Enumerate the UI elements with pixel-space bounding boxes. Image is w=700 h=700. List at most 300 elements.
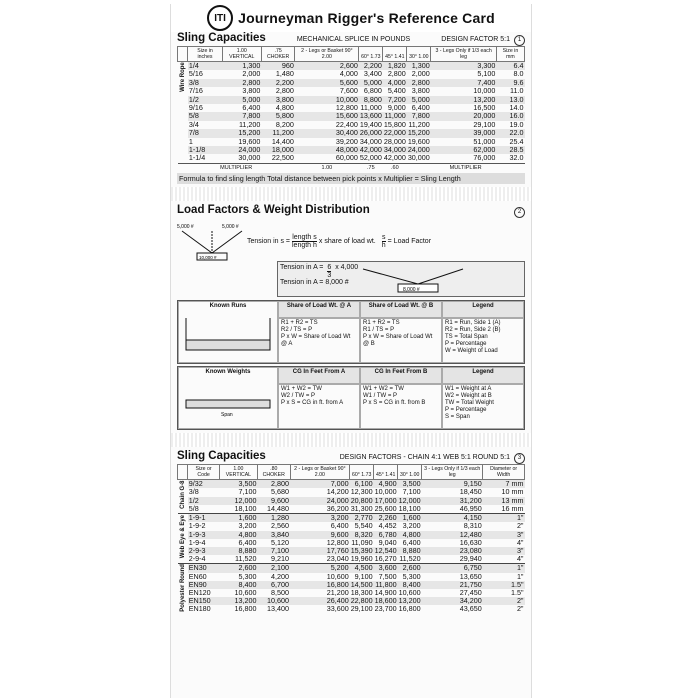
- weight-left: 5,000 #: [177, 224, 194, 231]
- table-cell: 3,800: [411, 86, 430, 96]
- table-cell: 18,450: [459, 487, 482, 497]
- table-cell: 6,400: [330, 521, 349, 531]
- formula-line: R1 = Run, Side 1 (A): [445, 320, 501, 327]
- table-cell: 16,800: [234, 604, 257, 614]
- kw-col-a: [278, 384, 360, 429]
- table-cell: 2,800: [222, 79, 261, 87]
- group-label: Polyester Round: [178, 564, 188, 614]
- table-cell: 1-9-2: [188, 521, 206, 531]
- table-cell: 34,000: [359, 136, 382, 146]
- table-cell: 16,270: [374, 554, 397, 564]
- table-row: [178, 605, 525, 613]
- col-header: 60° 1.73: [359, 47, 383, 62]
- table-cell: 14,400: [271, 136, 294, 146]
- col-header: Size in inches: [188, 47, 222, 62]
- table-cell: 5,120: [271, 537, 290, 547]
- table-cell: 9/32: [188, 480, 220, 489]
- weight-right: 5,000 #: [222, 224, 239, 231]
- table-cell: 1,300: [407, 62, 431, 71]
- formula-line: W1 + W2 = TW: [363, 386, 404, 393]
- table-cell: 15,600: [295, 112, 359, 120]
- table-row: [178, 154, 525, 163]
- table-cell: 12,800: [326, 537, 349, 547]
- group-label: Web Eye & Eye: [178, 514, 188, 564]
- table-cell: 13,200: [431, 96, 497, 104]
- center-weight: 10,000 #: [199, 255, 217, 261]
- table-cell: 1-1/8: [188, 146, 222, 154]
- col-header: 2 - Legs or Basket 90° 2.00: [290, 465, 350, 480]
- tension-rest: x share of load wt.: [318, 237, 376, 245]
- table-cell: 7,800: [222, 112, 261, 120]
- table-cell: 28,000: [383, 136, 406, 146]
- col-header: .75 CHOKER: [261, 47, 294, 62]
- lf-frac-top: s: [381, 233, 386, 241]
- table-cell: 9,040: [378, 537, 397, 547]
- table-cell: 15,800: [383, 119, 406, 129]
- formula-line: R2 / TS = P: [281, 327, 313, 334]
- table-cell: 4,800: [219, 531, 257, 539]
- kr-col-b: [360, 318, 442, 363]
- table-cell: 3,840: [257, 531, 290, 539]
- table-cell: 6.4: [496, 62, 524, 71]
- design-factor: DESIGN FACTOR 5:1: [441, 36, 510, 43]
- multiplier-label-left: MULTIPLIER: [178, 163, 295, 172]
- table-cell: 14,480: [267, 503, 290, 513]
- table-cell: 10,600: [398, 587, 421, 597]
- table-cell: 31,300: [350, 503, 373, 513]
- formula-line: S = Span: [445, 414, 470, 421]
- table-cell: 16,500: [473, 103, 496, 113]
- table-cell: 1,480: [275, 69, 294, 79]
- table-cell: 48,000: [295, 146, 359, 154]
- table-cell: 1,280: [257, 514, 290, 523]
- table-cell: 2,800: [257, 480, 290, 489]
- formula-line: W = Weight of Load: [445, 348, 498, 355]
- table-cell: 12,540: [374, 545, 397, 555]
- table-cell: 6,400: [411, 103, 430, 113]
- table-cell: 9,150: [422, 480, 483, 489]
- table-cell: 2,200: [261, 79, 294, 87]
- table-cell: 23,040: [326, 554, 349, 564]
- table-cell: 4,000: [383, 79, 407, 87]
- section-subtitle: MECHANICAL SPLICE IN POUNDS: [296, 36, 411, 43]
- table-cell: 3,200: [290, 514, 350, 523]
- table-cell: 9,600: [257, 497, 290, 505]
- table-cell: 3,300: [431, 62, 497, 71]
- table-cell: 1.5": [483, 581, 525, 589]
- table-cell: 5,000: [222, 96, 261, 104]
- table-cell: 1-1/4: [188, 153, 206, 163]
- table-cell: 8,800: [359, 96, 383, 104]
- wire-rope-label: Wire Rope: [179, 62, 186, 92]
- table-cell: 15,200: [407, 128, 430, 138]
- table-cell: 960: [261, 62, 294, 71]
- table-cell: 5,200: [290, 564, 350, 573]
- table-cell: 14,500: [350, 579, 373, 589]
- table-cell: 30,400: [295, 129, 359, 137]
- table-cell: 20,800: [350, 495, 373, 505]
- formula-line: W1 = Weight at A: [445, 386, 492, 393]
- table-cell: 1-9-3: [188, 531, 220, 539]
- table-cell: 17,760: [290, 547, 350, 555]
- table-cell: 5,600: [295, 79, 359, 87]
- table-cell: 1": [483, 564, 525, 573]
- table-cell: 11,000: [384, 111, 406, 121]
- table-cell: 1,820: [383, 62, 407, 71]
- table-cell: 52,000: [359, 153, 382, 163]
- tension-a-result: Tension in A = 8,000 #: [280, 279, 349, 287]
- table-cell: 10,600: [234, 587, 257, 597]
- table-cell: 2,600: [398, 564, 422, 573]
- table-cell: 2,800: [275, 86, 294, 96]
- formula-line: P x W = Share of Load Wt @ B: [363, 334, 433, 348]
- table-cell: 5,540: [354, 521, 373, 531]
- formula-line: TS = Total Span: [445, 334, 488, 341]
- table-cell: 4,452: [378, 521, 397, 531]
- table-cell: 13,600: [359, 111, 382, 121]
- table-cell: 3": [483, 531, 525, 539]
- table-cell: 22,400: [335, 119, 358, 129]
- table-cell: 7/16: [188, 86, 203, 96]
- table-cell: 6,780: [374, 531, 398, 539]
- section-number: 1: [514, 35, 525, 46]
- table-cell: 11,200: [261, 129, 294, 137]
- col-header: 30° 1.00: [398, 465, 422, 480]
- table-cell: 8,400: [219, 581, 257, 589]
- table-cell: 2,800: [407, 79, 431, 87]
- span-label: Span: [221, 412, 233, 419]
- formula-line: TW = Total Weight: [445, 400, 494, 407]
- table-cell: 11,090: [351, 537, 373, 547]
- table-cell: 4,900: [374, 480, 398, 489]
- reference-card: [170, 4, 532, 698]
- table-cell: 25.4: [509, 136, 524, 146]
- col-header: 30° 1.00: [407, 47, 431, 62]
- table-cell: 2,800: [387, 69, 406, 79]
- wire-rope-table: [177, 46, 525, 172]
- table-cell: 13,400: [267, 604, 290, 614]
- table-cell: 6,400: [242, 103, 261, 113]
- table-cell: 4,500: [350, 564, 374, 573]
- table-cell: 7 mm: [483, 480, 525, 489]
- table-cell: 6,800: [363, 86, 382, 96]
- table-cell: 5/16: [188, 69, 203, 79]
- table-cell: 16,800: [290, 581, 350, 589]
- multiplier-row: [178, 163, 525, 172]
- table-cell: 13,200: [219, 597, 257, 605]
- table-cell: 36,200: [326, 503, 349, 513]
- table-cell: 11,200: [238, 119, 261, 129]
- frac-bottom: length h: [292, 241, 317, 249]
- table-cell: 6,400: [402, 537, 421, 547]
- table-cell: 1-9-4: [188, 537, 206, 547]
- table-cell: 6,100: [350, 480, 374, 489]
- table-cell: 9,210: [271, 554, 290, 564]
- table-cell: 32.0: [509, 153, 524, 163]
- table-cell: 12,480: [422, 531, 483, 539]
- table-cell: 21,200: [326, 587, 349, 597]
- table-cell: 4,150: [422, 514, 483, 523]
- lf-frac-bottom: h: [381, 241, 386, 249]
- table-cell: 1/2: [188, 96, 222, 104]
- table-cell: 2,560: [271, 521, 290, 531]
- table-cell: 2,260: [374, 514, 398, 523]
- col-header: 2 - Legs or Basket 90° 2.00: [295, 47, 359, 62]
- table-cell: 4": [516, 554, 524, 564]
- table-cell: 24,000: [407, 145, 430, 155]
- table-cell: 2": [516, 521, 524, 531]
- table-cell: 7,100: [257, 547, 290, 555]
- table-cell: 19,600: [238, 136, 261, 146]
- table-cell: 34,200: [422, 597, 483, 605]
- table-cell: 13 mm: [483, 497, 525, 505]
- table-cell: 2,200: [359, 62, 383, 71]
- table-cell: 6,750: [422, 564, 483, 573]
- table-cell: 18,300: [350, 587, 373, 597]
- known-runs-diagram: [178, 301, 278, 363]
- table-cell: 30,000: [407, 153, 430, 163]
- formula-line: P = Percentage: [445, 407, 487, 414]
- table-cell: 16.0: [496, 112, 524, 120]
- table-cell: 9.6: [496, 79, 524, 87]
- perforation: [171, 187, 531, 201]
- table-cell: 9,100: [354, 571, 373, 581]
- rigging-diagram-icon: [358, 264, 468, 294]
- sling-length-formula: Formula to find sling length Total distance between pick points x Multiplier = Sling Length: [177, 173, 525, 184]
- table-cell: 5,300: [238, 571, 257, 581]
- table-cell: 19.0: [509, 119, 524, 129]
- col-header: Size in mm: [496, 47, 524, 62]
- table-cell: 5,000: [407, 96, 431, 104]
- table-cell: 2,770: [350, 514, 374, 523]
- table-cell: 33,600: [326, 604, 349, 614]
- table-cell: 18,000: [261, 146, 294, 154]
- table-cell: 7,100: [238, 487, 257, 497]
- table-cell: 25,600: [374, 503, 397, 513]
- kw-head-b: CG In Feet From B: [360, 367, 442, 384]
- table-cell: 5/8: [188, 112, 222, 120]
- ta-frac-top: 6: [327, 264, 332, 272]
- known-weights-table: [177, 366, 525, 430]
- table-cell: 11,000: [360, 103, 382, 113]
- table-cell: 2,000: [411, 69, 430, 79]
- table-cell: 26,000: [359, 128, 382, 138]
- table-cell: 24,000: [222, 146, 261, 154]
- tension-a-mult: x 4,000: [335, 264, 359, 272]
- col-header: 60° 1.73: [350, 465, 374, 480]
- table-cell: 1,300: [222, 62, 261, 71]
- table-cell: 11,800: [375, 579, 397, 589]
- tension-example-box: [277, 261, 525, 297]
- formula-line: R1 + R2 = TS: [281, 320, 318, 327]
- table-cell: 10,600: [257, 597, 290, 605]
- section-title: Sling Capacities: [177, 32, 266, 44]
- kr-head-b: Share of Load Wt. @ B: [360, 301, 442, 318]
- section-sling-capacities-3: [171, 450, 531, 613]
- kr-col-a: [278, 318, 360, 363]
- table-cell: 10,000: [374, 487, 397, 497]
- table-cell: 13,200: [398, 596, 421, 606]
- formula-line: W2 / TW = P: [281, 393, 316, 400]
- formula-line: W2 = Weight at B: [445, 393, 492, 400]
- table-cell: 22.0: [496, 129, 524, 137]
- table-cell: 10,000: [473, 86, 496, 96]
- table-cell: 42,000: [359, 145, 382, 155]
- tension-formula-row: [177, 221, 525, 261]
- iti-logo: ITI: [207, 5, 233, 31]
- table-cell: 8,880: [219, 547, 257, 555]
- table-cell: 17,000: [374, 495, 397, 505]
- formula-line: R1 / TS = P: [363, 327, 395, 334]
- table-cell: 5,400: [387, 86, 406, 96]
- kw-head-a: CG In Feet From A: [278, 367, 360, 384]
- table-cell: 2-9-4: [188, 554, 206, 564]
- table-cell: 26,400: [290, 597, 350, 605]
- table-cell: 2,000: [242, 69, 261, 79]
- table-cell: 6,400: [238, 537, 257, 547]
- col-header: 3 - Legs Only if 1/3 each leg: [422, 465, 483, 480]
- table-cell: 16,800: [398, 604, 421, 614]
- table-cell: 4,800: [275, 103, 294, 113]
- table-cell: 7,600: [339, 86, 358, 96]
- ta-frac-bottom: 3: [327, 272, 332, 280]
- table-cell: 3/8: [188, 79, 222, 87]
- table-cell: 19,960: [350, 554, 373, 564]
- table-cell: 24,000: [290, 497, 350, 505]
- table-cell: 3,800: [242, 86, 261, 96]
- table-cell: EN60: [188, 571, 207, 581]
- table-cell: 2,600: [219, 564, 257, 573]
- table-cell: 7,500: [378, 571, 397, 581]
- table-cell: 9,600: [290, 531, 350, 539]
- table-cell: 29,100: [350, 604, 373, 614]
- table-cell: 1,600: [219, 514, 257, 523]
- section-title: Load Factors & Weight Distribution: [177, 204, 370, 217]
- table-cell: EN150: [188, 597, 220, 605]
- table-cell: 27,450: [459, 587, 482, 597]
- table-cell: 14,900: [374, 587, 397, 597]
- table-cell: 11,200: [408, 119, 430, 129]
- formula-line: W1 / TW = P: [363, 393, 398, 400]
- table-cell: 8,880: [398, 547, 422, 555]
- table-cell: 1/2: [188, 497, 220, 505]
- formula-line: R2 = Run, Side 2 (B): [445, 327, 501, 334]
- table-cell: 14.0: [509, 103, 524, 113]
- table-cell: 21,750: [422, 581, 483, 589]
- table-cell: 10 mm: [501, 487, 524, 497]
- table-cell: 11,520: [399, 554, 421, 564]
- load-factor-label: = Load Factor: [387, 237, 432, 245]
- table-cell: 10,600: [326, 571, 349, 581]
- table-cell: 16,630: [459, 537, 482, 547]
- table-cell: 4,200: [271, 571, 290, 581]
- table-cell: 14,200: [326, 487, 349, 497]
- table-cell: 4,000: [339, 69, 358, 79]
- table-cell: 22,500: [271, 153, 294, 163]
- table-cell: 51,000: [473, 136, 496, 146]
- formula-line: P x S = CG in ft. from B: [363, 400, 426, 407]
- table-cell: EN90: [188, 581, 220, 589]
- table-cell: 3,500: [398, 480, 422, 489]
- formula-line: P x S = CG in ft. from A: [281, 400, 344, 407]
- table-cell: 39,000: [431, 129, 497, 137]
- table-cell: 8,320: [350, 531, 374, 539]
- tension-a-label: Tension in A =: [280, 264, 324, 272]
- kr-col-legend: [442, 318, 524, 363]
- kw-col-legend: [442, 384, 524, 429]
- chain-web-round-table: [177, 464, 525, 613]
- table-cell: 19,600: [407, 136, 430, 146]
- table-cell: 43,650: [459, 604, 482, 614]
- table-cell: 7,200: [383, 96, 407, 104]
- perforation: [171, 433, 531, 447]
- table-cell: 3,600: [374, 564, 398, 573]
- table-cell: 22,000: [383, 128, 406, 138]
- section-title: Sling Capacities: [177, 450, 266, 463]
- table-cell: 22,800: [350, 596, 373, 606]
- col-header: 45° 1.41: [383, 47, 407, 62]
- table-cell: 18,100: [398, 503, 421, 513]
- table-cell: 3,400: [363, 69, 382, 79]
- table-cell: 29,100: [473, 119, 496, 129]
- col-header: Diameter or Width: [483, 465, 525, 480]
- table-cell: EN180: [188, 604, 211, 614]
- col-header: 1.00 VERTICAL: [222, 47, 261, 62]
- row-label-col: [178, 465, 188, 480]
- table-cell: 11,520: [235, 554, 257, 564]
- table-cell: 5/8: [188, 503, 199, 513]
- table-cell: 11.0: [510, 86, 524, 96]
- card-header: [171, 4, 531, 32]
- table-cell: 8.0: [513, 69, 524, 79]
- table-cell: 2": [516, 604, 524, 614]
- design-factors: DESIGN FACTORS - CHAIN 4:1 WEB 5:1 ROUND 5:1: [339, 454, 510, 462]
- kr-head-a: Share of Load Wt. @ A: [278, 301, 360, 318]
- table-cell: 5,300: [402, 571, 421, 581]
- table-cell: 18,600: [374, 596, 397, 606]
- section-load-factors: [171, 204, 531, 447]
- known-weights-title: Known Weights: [205, 369, 251, 376]
- table-cell: 1.5": [510, 587, 524, 597]
- table-cell: 3,200: [238, 521, 257, 531]
- load-diagram-icon: [177, 221, 247, 261]
- table-cell: 30,000: [238, 153, 261, 163]
- formula-line: P x W = Share of Load Wt @ A: [281, 334, 351, 348]
- table-cell: 5,800: [261, 112, 294, 120]
- table-cell: 4,800: [398, 531, 422, 539]
- table-cell: 29,940: [459, 554, 482, 564]
- kr-head-legend: Legend: [442, 301, 524, 318]
- card-title: Journeyman Rigger's Reference Card: [238, 10, 495, 26]
- table-cell: 8,500: [271, 587, 290, 597]
- tension-label: Tension in s =: [247, 237, 290, 245]
- table-cell: 3,200: [402, 521, 421, 531]
- row-label-col: [178, 47, 188, 62]
- table-cell: 15,200: [222, 129, 261, 137]
- table-cell: 1,600: [398, 514, 422, 523]
- table-cell: 3,500: [219, 480, 257, 489]
- table-cell: 20,000: [431, 112, 497, 120]
- col-header: 45° 1.41: [374, 465, 398, 480]
- table-cell: 8,310: [463, 521, 482, 531]
- multiplier-label-right: MULTIPLIER: [407, 163, 525, 172]
- multiplier-45: .75: [359, 163, 383, 172]
- table-cell: 39,200: [335, 136, 358, 146]
- table-cell: 12,300: [350, 487, 373, 497]
- col-header: Size or Code: [188, 465, 220, 480]
- section-number: 3: [514, 453, 525, 464]
- table-cell: 2,100: [257, 564, 290, 573]
